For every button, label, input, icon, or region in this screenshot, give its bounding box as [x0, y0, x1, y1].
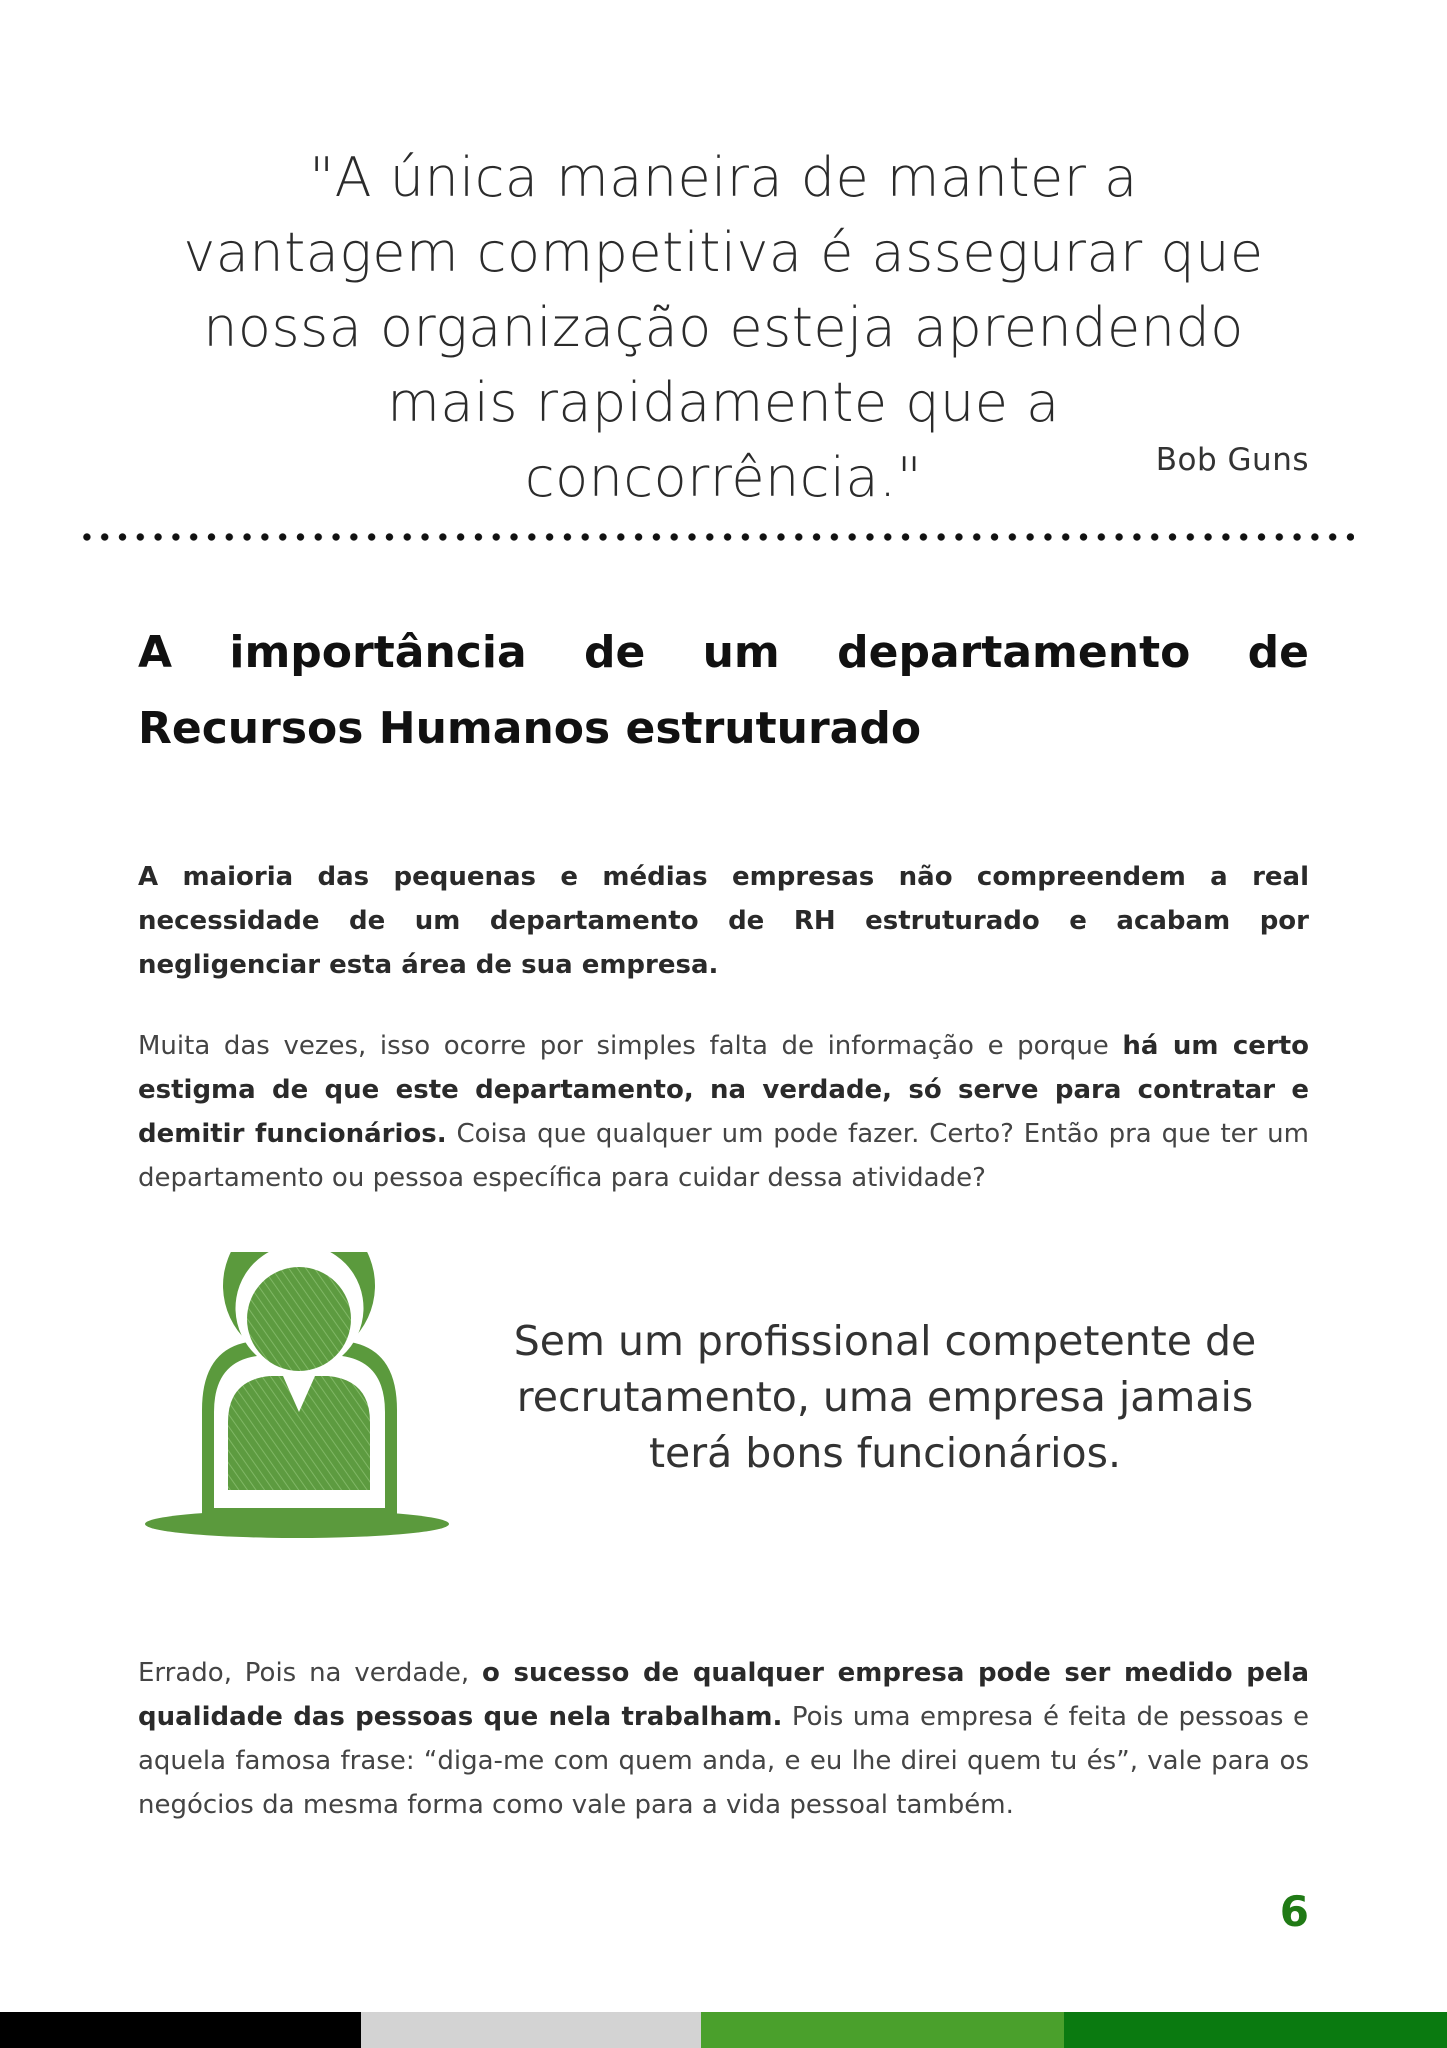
page-number: 6: [1279, 1887, 1309, 1936]
body-paragraph-1-emphasis: há um certo estigma de que este departamento, na verdade, só serve para contratar e demitir funcionários.: [138, 1031, 1309, 1149]
section-heading: A importância de um departamento de Recursos Humanos estruturado: [138, 627, 1309, 754]
body-paragraph-2: [138, 1651, 1309, 1827]
dotted-divider: [78, 533, 1354, 541]
body-paragraph-2-emphasis: o sucesso de qualquer empresa pode ser medido pela qualidade das pessoas que nela trabalham.: [138, 1658, 1309, 1732]
body-paragraph-2-text-c: Pois uma empresa é feita de pessoas e aquela famosa frase: “diga-me com quem anda, e eu lhe direi quem tu és”, vale para os negócios da mesma forma como vale para a vida pessoal também.: [138, 1702, 1309, 1820]
footer-bar-green: [701, 2012, 1064, 2048]
footer-bar-black: [0, 2012, 361, 2048]
intro-paragraph: A maioria das pequenas e médias empresas não compreendem a real necessidade de um departamento de RH estruturado e acabam por negligenciar esta área de sua empresa.: [138, 862, 1309, 980]
body-paragraph-1-text-a: Muita das vezes, isso ocorre por simples falta de informação e porque: [138, 1031, 1123, 1061]
person-icon-head: [247, 1267, 351, 1371]
footer-bar-dark-green: [1064, 2012, 1447, 2048]
person-icon: [140, 1252, 455, 1547]
body-paragraph-1-text-c: Coisa que qualquer um pode fazer. Certo? Então pra que ter um departamento ou pessoa específica para cuidar dessa atividade?: [138, 1119, 1309, 1193]
body-paragraph-2-text-a: Errado, Pois na verdade,: [138, 1658, 482, 1688]
footer-bar-gray: [361, 2012, 701, 2048]
quote-author: Bob Guns: [1155, 442, 1309, 478]
body-paragraph-1: [138, 1024, 1309, 1200]
callout-text: Sem um profissional competente de recrutamento, uma empresa jamais terá bons funcionários.: [513, 1317, 1257, 1477]
quote-text: "A única maneira de manter a vantagem competitiva é assegurar que nossa organização esteja aprendendo mais rapidamente que a concorrência.": [183, 146, 1264, 509]
